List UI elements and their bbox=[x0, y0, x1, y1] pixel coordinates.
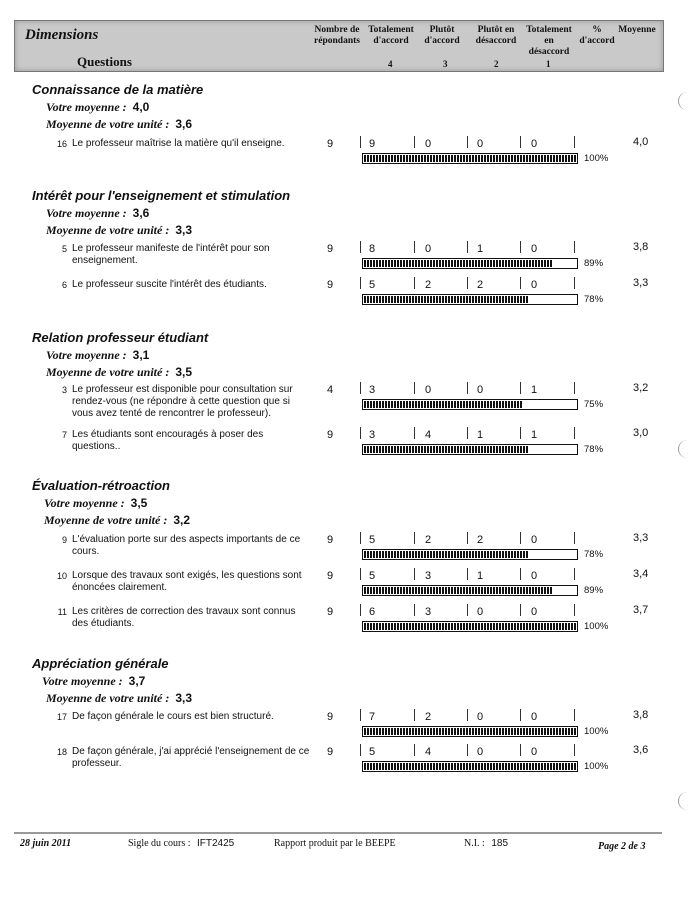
column-tick bbox=[467, 604, 468, 616]
table-header bbox=[14, 20, 664, 72]
question-text: Les critères de correction des travaux sont connus des étudiants. bbox=[72, 606, 296, 629]
column-tick bbox=[520, 532, 521, 544]
answer-count-c1: 0 bbox=[530, 711, 538, 723]
agreement-bar bbox=[362, 153, 578, 164]
answer-count-c3: 3 bbox=[424, 570, 432, 582]
answer-count-c1: 0 bbox=[530, 746, 538, 758]
answer-count-c1: 1 bbox=[530, 429, 538, 441]
col-pct-agree: % d'accord bbox=[579, 25, 615, 46]
answer-count-c3: 0 bbox=[424, 243, 432, 255]
column-tick bbox=[574, 568, 575, 580]
agreement-percent: 75% bbox=[584, 399, 604, 410]
answer-count-c1: 0 bbox=[530, 138, 538, 150]
col-rather-agree: Plutôt d'accord bbox=[424, 25, 460, 46]
question-number: 5 bbox=[61, 244, 67, 254]
column-tick bbox=[520, 709, 521, 721]
question-mean: 3,3 bbox=[633, 277, 649, 289]
column-tick bbox=[520, 744, 521, 756]
answer-count-c2: 0 bbox=[476, 711, 484, 723]
agreement-percent: 78% bbox=[584, 444, 604, 455]
respondents-count: 9 bbox=[327, 534, 334, 546]
col-respondents: Nombre de répondants bbox=[314, 25, 360, 46]
column-tick bbox=[467, 277, 468, 289]
answer-count-c1: 0 bbox=[530, 606, 538, 618]
column-tick bbox=[360, 427, 361, 439]
question-text: Le professeur manifeste de l'intérêt pour son enseignement. bbox=[72, 243, 270, 266]
answer-count-c3: 4 bbox=[424, 429, 432, 441]
column-tick bbox=[574, 241, 575, 253]
column-tick bbox=[520, 136, 521, 148]
column-tick bbox=[360, 532, 361, 544]
agreement-percent: 100% bbox=[584, 761, 609, 772]
section-title: Connaissance de la matière bbox=[32, 82, 204, 97]
footer-ni-value: 185 bbox=[491, 838, 509, 849]
section-title: Appréciation générale bbox=[32, 656, 169, 671]
question-mean: 3,0 bbox=[633, 427, 649, 439]
column-tick bbox=[520, 241, 521, 253]
section-title: Relation professeur étudiant bbox=[32, 330, 209, 345]
answer-count-c3: 2 bbox=[424, 711, 432, 723]
agreement-bar bbox=[362, 549, 578, 560]
punch-hole-mark bbox=[678, 92, 696, 110]
your-mean bbox=[42, 674, 145, 689]
footer-divider bbox=[14, 832, 662, 834]
answer-count-c1: 1 bbox=[530, 384, 538, 396]
unit-mean bbox=[46, 691, 192, 706]
column-tick bbox=[360, 568, 361, 580]
punch-hole-mark bbox=[678, 440, 696, 458]
answer-count-c4: 8 bbox=[368, 243, 376, 255]
answer-count-c2: 2 bbox=[476, 534, 484, 546]
column-tick bbox=[467, 709, 468, 721]
unit-mean-label: Moyenne de votre unité : bbox=[46, 223, 170, 237]
question-text: Le professeur est disponible pour consultation sur rendez-vous (ne répondre à cette question que si vous avez tenté de rencontrer le professeur). bbox=[72, 384, 293, 419]
answer-count-c1: 0 bbox=[530, 243, 538, 255]
question-text: Les étudiants sont encouragés à poser des questions.. bbox=[72, 429, 264, 452]
respondents-count: 9 bbox=[327, 138, 334, 150]
scale-1: 1 bbox=[546, 59, 551, 69]
agreement-bar bbox=[362, 761, 578, 772]
your-mean-label: Votre moyenne : bbox=[46, 100, 127, 114]
punch-hole-mark bbox=[678, 792, 696, 810]
your-mean-value: 3,6 bbox=[132, 206, 150, 220]
respondents-count: 9 bbox=[327, 746, 334, 758]
your-mean bbox=[46, 206, 149, 221]
question-number: 9 bbox=[61, 535, 67, 545]
answer-count-c2: 0 bbox=[476, 384, 484, 396]
answer-count-c1: 0 bbox=[530, 279, 538, 291]
question-number: 18 bbox=[56, 747, 67, 757]
answer-count-c3: 2 bbox=[424, 279, 432, 291]
answer-count-c2: 1 bbox=[476, 429, 484, 441]
agreement-bar bbox=[362, 621, 578, 632]
respondents-count: 9 bbox=[327, 570, 334, 582]
agreement-bar-fill bbox=[364, 260, 553, 267]
column-tick bbox=[574, 427, 575, 439]
answer-count-c3: 0 bbox=[424, 138, 432, 150]
section-title: Évaluation-rétroaction bbox=[32, 478, 170, 493]
agreement-bar-fill bbox=[364, 401, 523, 408]
col-mean: Moyenne bbox=[618, 25, 656, 35]
col-rather-disagree: Plutôt en désaccord bbox=[475, 25, 517, 46]
question-text: L'évaluation porte sur des aspects importants de ce cours. bbox=[72, 534, 301, 557]
agreement-percent: 100% bbox=[584, 153, 609, 164]
agreement-bar-fill bbox=[364, 446, 529, 453]
agreement-bar-fill bbox=[364, 763, 576, 770]
question-text: De façon générale, j'ai apprécié l'enseignement de ce professeur. bbox=[72, 746, 310, 769]
answer-count-c3: 0 bbox=[424, 384, 432, 396]
agreement-bar bbox=[362, 585, 578, 596]
answer-count-c2: 0 bbox=[476, 606, 484, 618]
answer-count-c4: 5 bbox=[368, 570, 376, 582]
your-mean-value: 3,1 bbox=[132, 348, 150, 362]
footer-course-label: Sigle du cours : bbox=[128, 838, 191, 849]
agreement-bar-fill bbox=[364, 296, 529, 303]
agreement-bar-fill bbox=[364, 551, 529, 558]
agreement-bar-fill bbox=[364, 155, 576, 162]
question-number: 16 bbox=[56, 139, 67, 149]
question-mean: 3,8 bbox=[633, 709, 649, 721]
answer-count-c2: 0 bbox=[476, 746, 484, 758]
agreement-bar bbox=[362, 258, 578, 269]
scale-4: 4 bbox=[388, 59, 393, 69]
unit-mean-value: 3,6 bbox=[175, 117, 193, 131]
scale-2: 2 bbox=[494, 59, 499, 69]
unit-mean-value: 3,5 bbox=[175, 365, 193, 379]
agreement-bar-fill bbox=[364, 587, 553, 594]
respondents-count: 9 bbox=[327, 606, 334, 618]
column-tick bbox=[467, 382, 468, 394]
agreement-bar bbox=[362, 294, 578, 305]
column-tick bbox=[467, 568, 468, 580]
question-number: 10 bbox=[56, 571, 67, 581]
col-totally-disagree: Totalement en désaccord bbox=[526, 25, 572, 57]
column-tick bbox=[414, 604, 415, 616]
your-mean-label: Votre moyenne : bbox=[44, 496, 125, 510]
answer-count-c1: 0 bbox=[530, 570, 538, 582]
unit-mean-value: 3,3 bbox=[175, 223, 193, 237]
unit-mean bbox=[46, 117, 192, 132]
column-tick bbox=[467, 532, 468, 544]
dimensions-label: Dimensions bbox=[25, 27, 99, 43]
agreement-percent: 89% bbox=[584, 585, 604, 596]
your-mean bbox=[46, 348, 149, 363]
question-mean: 3,4 bbox=[633, 568, 649, 580]
column-tick bbox=[414, 241, 415, 253]
your-mean-value: 4,0 bbox=[132, 100, 150, 114]
answer-count-c4: 3 bbox=[368, 384, 376, 396]
agreement-percent: 100% bbox=[584, 726, 609, 737]
agreement-percent: 100% bbox=[584, 621, 609, 632]
footer-date: 28 juin 2011 bbox=[20, 838, 72, 849]
column-tick bbox=[520, 277, 521, 289]
your-mean-value: 3,5 bbox=[130, 496, 148, 510]
question-number: 3 bbox=[61, 385, 67, 395]
column-tick bbox=[360, 277, 361, 289]
column-tick bbox=[574, 382, 575, 394]
your-mean bbox=[44, 496, 147, 511]
answer-count-c4: 5 bbox=[368, 746, 376, 758]
answer-count-c4: 6 bbox=[368, 606, 376, 618]
respondents-count: 9 bbox=[327, 711, 334, 723]
agreement-bar bbox=[362, 399, 578, 410]
agreement-percent: 89% bbox=[584, 258, 604, 269]
question-mean: 4,0 bbox=[633, 136, 649, 148]
unit-mean-value: 3,2 bbox=[173, 513, 191, 527]
unit-mean bbox=[44, 513, 190, 528]
unit-mean-value: 3,3 bbox=[175, 691, 193, 705]
footer-page: Page 2 de 3 bbox=[598, 841, 646, 852]
answer-count-c4: 9 bbox=[368, 138, 376, 150]
answer-count-c4: 5 bbox=[368, 534, 376, 546]
answer-count-c2: 1 bbox=[476, 243, 484, 255]
unit-mean-label: Moyenne de votre unité : bbox=[46, 365, 170, 379]
question-number: 6 bbox=[61, 280, 67, 290]
answer-count-c3: 3 bbox=[424, 606, 432, 618]
column-tick bbox=[467, 241, 468, 253]
question-mean: 3,7 bbox=[633, 604, 649, 616]
question-mean: 3,3 bbox=[633, 532, 649, 544]
column-tick bbox=[414, 709, 415, 721]
your-mean bbox=[46, 100, 149, 115]
footer-course bbox=[128, 838, 234, 849]
footer-ni bbox=[464, 838, 508, 849]
column-tick bbox=[574, 532, 575, 544]
unit-mean bbox=[46, 223, 192, 238]
column-tick bbox=[414, 277, 415, 289]
respondents-count: 9 bbox=[327, 243, 334, 255]
unit-mean-label: Moyenne de votre unité : bbox=[44, 513, 168, 527]
answer-count-c1: 0 bbox=[530, 534, 538, 546]
column-tick bbox=[414, 532, 415, 544]
column-tick bbox=[414, 568, 415, 580]
column-tick bbox=[574, 709, 575, 721]
question-number: 7 bbox=[61, 430, 67, 440]
answer-count-c2: 0 bbox=[476, 138, 484, 150]
column-tick bbox=[574, 277, 575, 289]
column-tick bbox=[574, 604, 575, 616]
column-tick bbox=[414, 382, 415, 394]
unit-mean-label: Moyenne de votre unité : bbox=[46, 117, 170, 131]
footer-report: Rapport produit par le BEEPE bbox=[274, 838, 396, 849]
column-tick bbox=[574, 744, 575, 756]
scale-3: 3 bbox=[443, 59, 448, 69]
column-tick bbox=[467, 136, 468, 148]
respondents-count: 9 bbox=[327, 429, 334, 441]
col-totally-agree: Totalement d'accord bbox=[368, 25, 414, 46]
your-mean-label: Votre moyenne : bbox=[42, 674, 123, 688]
column-tick bbox=[414, 136, 415, 148]
question-mean: 3,2 bbox=[633, 382, 649, 394]
questions-label: Questions bbox=[77, 54, 132, 69]
question-text: De façon générale le cours est bien structuré. bbox=[72, 711, 274, 722]
answer-count-c4: 3 bbox=[368, 429, 376, 441]
agreement-bar-fill bbox=[364, 728, 576, 735]
column-tick bbox=[360, 136, 361, 148]
unit-mean-label: Moyenne de votre unité : bbox=[46, 691, 170, 705]
column-tick bbox=[360, 709, 361, 721]
column-tick bbox=[360, 604, 361, 616]
question-text: Le professeur maîtrise la matière qu'il enseigne. bbox=[72, 138, 285, 149]
column-tick bbox=[414, 427, 415, 439]
agreement-bar bbox=[362, 726, 578, 737]
answer-count-c4: 5 bbox=[368, 279, 376, 291]
column-tick bbox=[520, 382, 521, 394]
column-tick bbox=[467, 744, 468, 756]
respondents-count: 9 bbox=[327, 279, 334, 291]
answer-count-c3: 4 bbox=[424, 746, 432, 758]
answer-count-c4: 7 bbox=[368, 711, 376, 723]
question-number: 17 bbox=[56, 712, 67, 722]
question-mean: 3,6 bbox=[633, 744, 649, 756]
column-tick bbox=[360, 241, 361, 253]
column-tick bbox=[574, 136, 575, 148]
column-tick bbox=[414, 744, 415, 756]
answer-count-c3: 2 bbox=[424, 534, 432, 546]
agreement-bar bbox=[362, 444, 578, 455]
question-number: 11 bbox=[57, 607, 67, 617]
column-tick bbox=[467, 427, 468, 439]
column-tick bbox=[520, 427, 521, 439]
question-text: Le professeur suscite l'intérêt des étudiants. bbox=[72, 279, 267, 290]
section-title: Intérêt pour l'enseignement et stimulation bbox=[32, 188, 291, 203]
column-tick bbox=[360, 744, 361, 756]
footer-course-code: IFT2425 bbox=[197, 838, 235, 849]
answer-count-c2: 2 bbox=[476, 279, 484, 291]
question-text: Lorsque des travaux sont exigés, les questions sont énoncées clairement. bbox=[72, 570, 302, 593]
column-tick bbox=[520, 568, 521, 580]
agreement-percent: 78% bbox=[584, 549, 604, 560]
unit-mean bbox=[46, 365, 192, 380]
column-tick bbox=[520, 604, 521, 616]
question-mean: 3,8 bbox=[633, 241, 649, 253]
your-mean-value: 3,7 bbox=[128, 674, 146, 688]
your-mean-label: Votre moyenne : bbox=[46, 348, 127, 362]
respondents-count: 4 bbox=[327, 384, 334, 396]
footer-ni-label: N.I. : bbox=[464, 838, 485, 849]
answer-count-c2: 1 bbox=[476, 570, 484, 582]
agreement-percent: 78% bbox=[584, 294, 604, 305]
agreement-bar-fill bbox=[364, 623, 576, 630]
your-mean-label: Votre moyenne : bbox=[46, 206, 127, 220]
column-tick bbox=[360, 382, 361, 394]
